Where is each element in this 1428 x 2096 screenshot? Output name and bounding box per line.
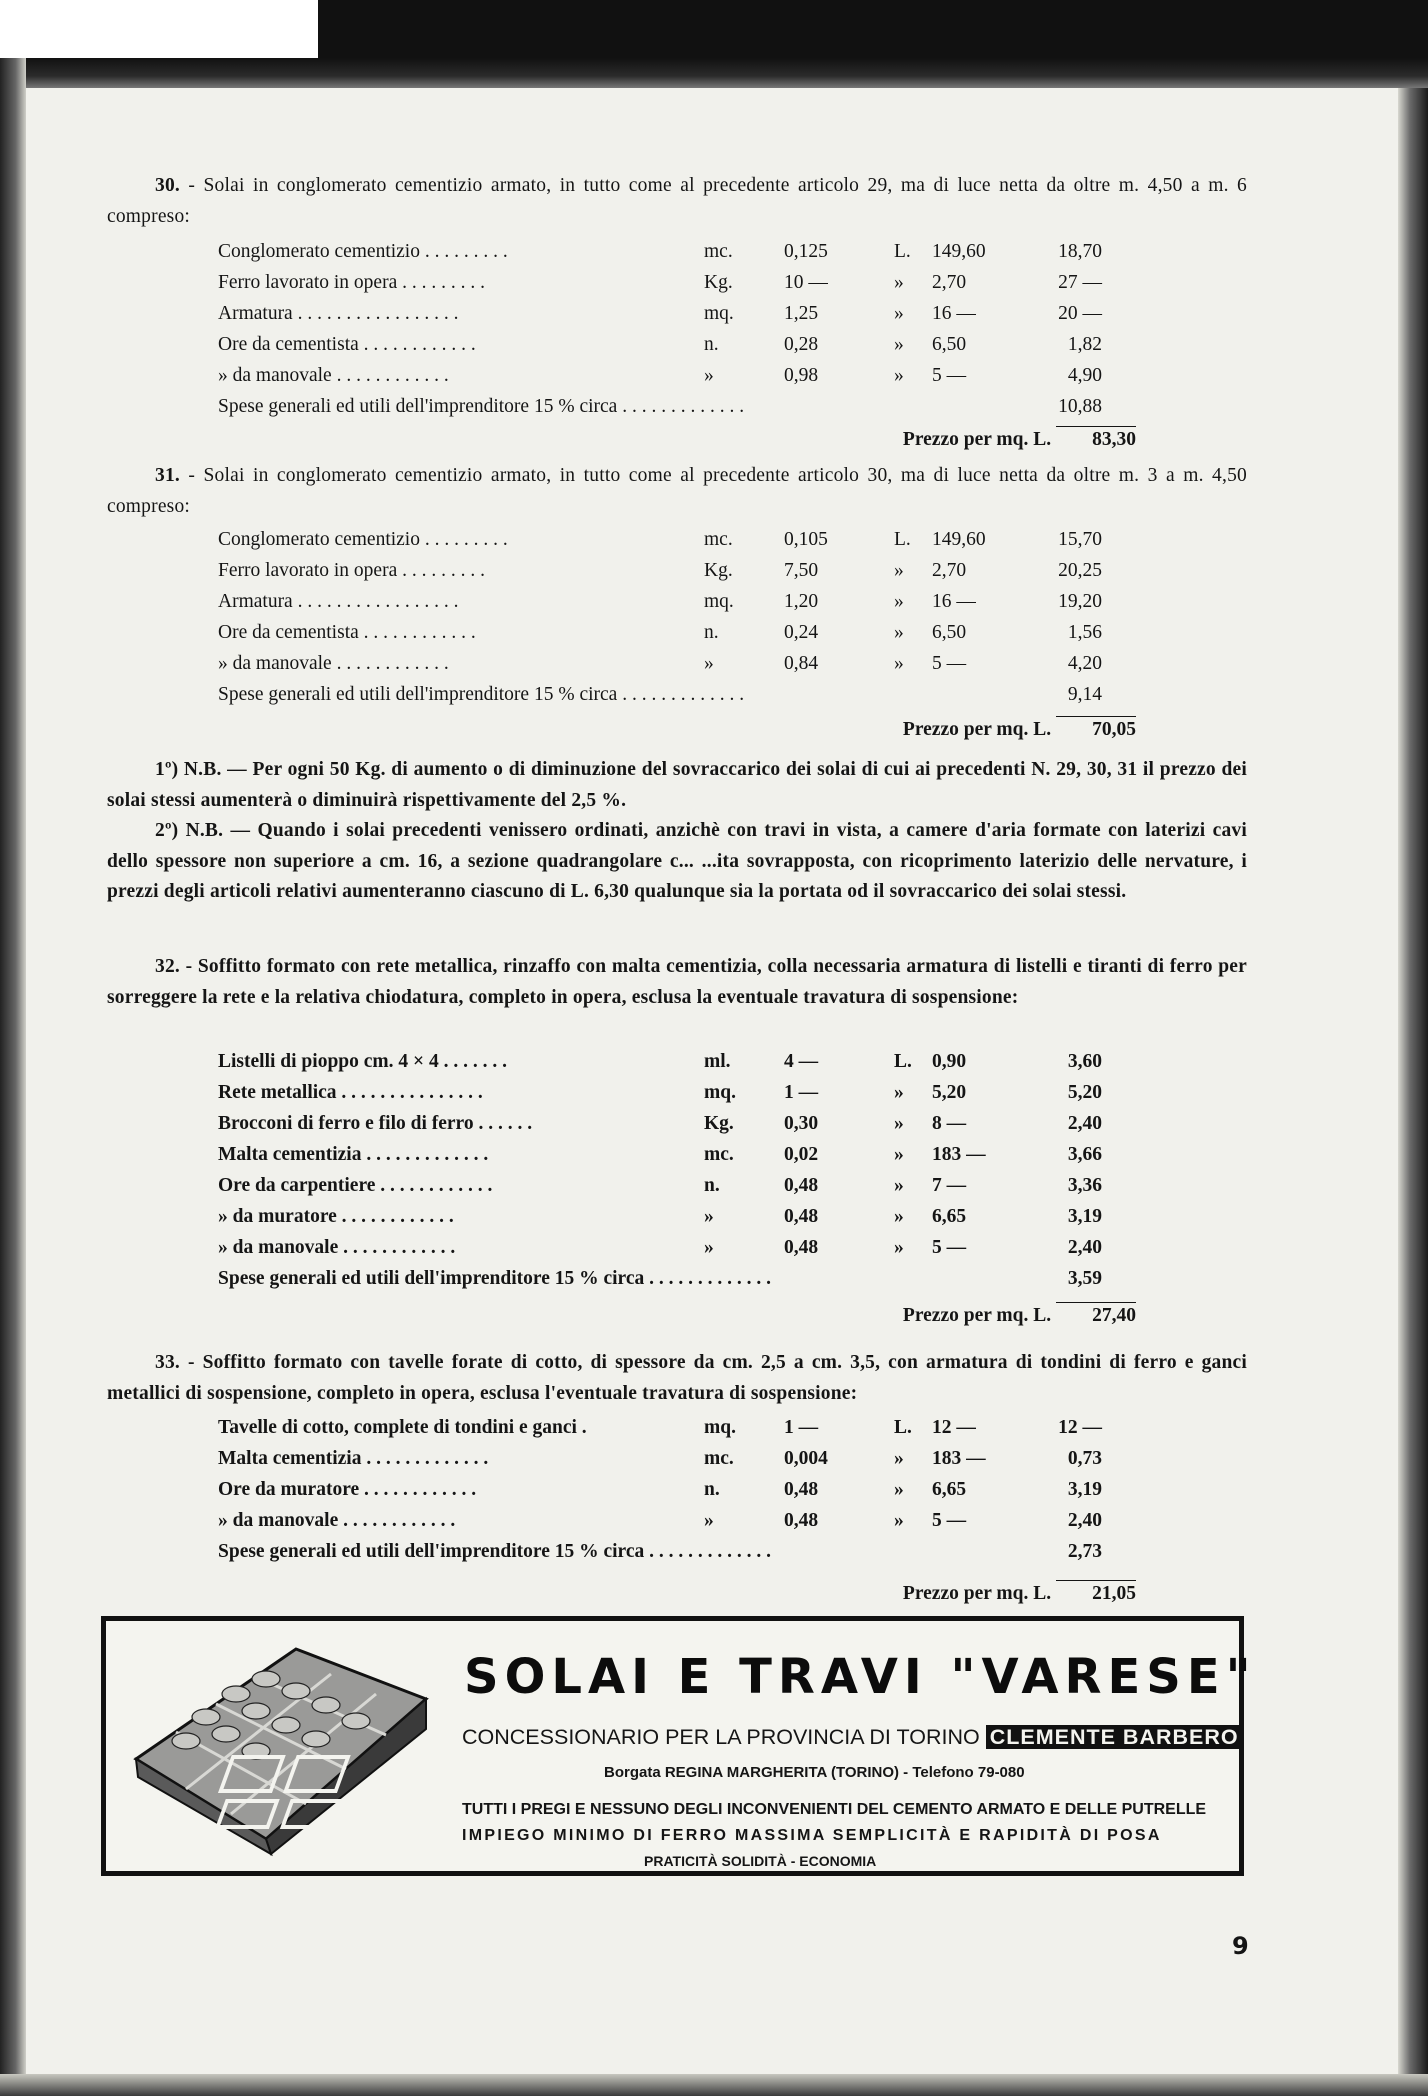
item-quantity: 1 — xyxy=(784,1081,819,1103)
item-amount: 3,36 xyxy=(1067,1174,1102,1196)
item-currency: » xyxy=(894,1236,904,1258)
item-description: Malta cementizia . . . . . . . . . . . . . xyxy=(218,1143,489,1165)
item-description: » da manovale . . . . . . . . . . . . xyxy=(218,1509,456,1531)
item-currency: » xyxy=(894,1447,904,1469)
item-quantity: 0,48 xyxy=(784,1236,819,1258)
item-currency: » xyxy=(894,1081,904,1103)
item-unit-price: 12 — xyxy=(932,1416,976,1438)
item-description: » da manovale . . . . . . . . . . . . xyxy=(218,652,449,674)
table-row-spese xyxy=(218,679,1102,710)
item-unit-price: 5 — xyxy=(932,1236,967,1258)
item-quantity: 10 — xyxy=(784,271,828,293)
item-quantity: 0,84 xyxy=(784,652,819,674)
table-row xyxy=(218,1077,1102,1108)
table-row xyxy=(218,1443,1102,1474)
spese-generali-amount: 2,73 xyxy=(1067,1540,1102,1562)
item-amount: 20 — xyxy=(1058,302,1102,324)
item-unit: » xyxy=(704,1236,714,1258)
spese-generali-amount: 9,14 xyxy=(1067,683,1102,705)
item-currency: » xyxy=(894,652,904,674)
item-currency: » xyxy=(894,364,904,386)
item-amount: 3,60 xyxy=(1067,1050,1102,1072)
spese-generali-label: Spese generali ed utili dell'imprenditore 15 % circa . . . . . . . . . . . . . xyxy=(218,683,745,705)
item-description: Ferro lavorato in opera . . . . . . . . . xyxy=(218,271,485,293)
item-unit: mc. xyxy=(704,1143,734,1165)
item-unit-price: 5 — xyxy=(932,364,967,386)
ad-slogan-3: PRATICITÀ SOLIDITÀ - ECONOMIA xyxy=(644,1853,877,1869)
item-unit: Kg. xyxy=(704,271,733,293)
item-unit-price: 149,60 xyxy=(932,528,986,550)
item-unit: » xyxy=(704,1205,714,1227)
item-quantity: 1 — xyxy=(784,1416,819,1438)
table-row xyxy=(218,267,1102,298)
item-amount: 2,40 xyxy=(1067,1236,1102,1258)
item-currency: » xyxy=(894,1205,904,1227)
item-unit-price: 183 — xyxy=(932,1143,986,1165)
item-unit-price: 6,65 xyxy=(932,1478,967,1500)
item-unit-price: 6,50 xyxy=(932,621,967,643)
item-description: Armatura . . . . . . . . . . . . . . . . . xyxy=(218,302,459,324)
item-description: » da manovale . . . . . . . . . . . . xyxy=(218,364,449,386)
item-unit-price: 6,65 xyxy=(932,1205,967,1227)
table-row xyxy=(218,617,1102,648)
item-description: Ore da cementista . . . . . . . . . . . . xyxy=(218,621,476,643)
item-quantity: 0,28 xyxy=(784,333,819,355)
item-unit: mq. xyxy=(704,590,734,612)
item-quantity: 0,48 xyxy=(784,1174,819,1196)
item-quantity: 0,48 xyxy=(784,1478,819,1500)
item-unit: » xyxy=(704,1509,714,1531)
item-amount: 4,90 xyxy=(1067,364,1102,386)
table-row xyxy=(218,555,1102,586)
item-quantity: 0,30 xyxy=(784,1112,819,1134)
item-amount: 1,82 xyxy=(1067,333,1102,355)
item-currency: L. xyxy=(894,240,911,262)
item-amount: 5,20 xyxy=(1067,1081,1102,1103)
table-row xyxy=(218,1170,1102,1201)
item-quantity: 0,02 xyxy=(784,1143,819,1165)
item-amount: 18,70 xyxy=(1058,240,1102,262)
item-unit: mc. xyxy=(704,528,733,550)
table-row-spese xyxy=(218,391,1102,422)
article-33-total: Prezzo per mq. L. 21,05 xyxy=(860,1580,1136,1605)
item-unit-price: 5,20 xyxy=(932,1081,967,1103)
item-currency: » xyxy=(894,621,904,643)
item-amount: 19,20 xyxy=(1058,590,1102,612)
item-unit: mq. xyxy=(704,1081,736,1103)
spese-generali-label: Spese generali ed utili dell'imprenditore 15 % circa . . . . . . . . . . . . . xyxy=(218,1540,772,1562)
item-description: Conglomerato cementizio . . . . . . . . . xyxy=(218,528,508,550)
item-amount: 2,40 xyxy=(1067,1509,1102,1531)
table-row xyxy=(218,360,1102,391)
item-unit-price: 16 — xyxy=(932,302,976,324)
item-currency: » xyxy=(894,1509,904,1531)
item-amount: 4,20 xyxy=(1067,652,1102,674)
item-unit-price: 149,60 xyxy=(932,240,986,262)
item-quantity: 0,48 xyxy=(784,1509,819,1531)
floor-slab-illustration-icon xyxy=(126,1639,446,1859)
item-currency: » xyxy=(894,302,904,324)
table-row xyxy=(218,586,1102,617)
item-description: Ore da cementista . . . . . . . . . . . . xyxy=(218,333,476,355)
item-description: Brocconi di ferro e filo di ferro . . . . . . xyxy=(218,1112,533,1134)
table-row xyxy=(218,1201,1102,1232)
article-32-intro: 32. - Soffitto formato con rete metallica, rinzaffo con malta cementizia, colla necessaria armatura di listelli e tiranti di ferro per sorreggere la rete e la relativa chiodatura, completo in opera, esclusa la eventuale travatura di sospensione: xyxy=(107,956,1247,1008)
item-quantity: 1,20 xyxy=(784,590,819,612)
item-amount: 1,56 xyxy=(1067,621,1102,643)
table-row xyxy=(218,1505,1102,1536)
ad-slogan-2: IMPIEGO MINIMO DI FERRO MASSIMA SEMPLICITÀ E RAPIDITÀ DI POSA xyxy=(462,1827,1162,1844)
spese-generali-label: Spese generali ed utili dell'imprenditore 15 % circa . . . . . . . . . . . . . xyxy=(218,395,745,417)
spese-generali-amount: 10,88 xyxy=(1058,395,1102,417)
item-description: Ore da carpentiere . . . . . . . . . . . . xyxy=(218,1174,493,1196)
item-unit: n. xyxy=(704,621,719,643)
item-unit-price: 2,70 xyxy=(932,271,967,293)
item-currency: » xyxy=(894,590,904,612)
article-33-intro: 33. - Soffitto formato con tavelle forate di cotto, di spessore da cm. 2,5 a cm. 3,5, con armatura di tondini di ferro e ganci metallici di sospensione, completo in opera, esclusa l'eventuale travatura di sospensione: xyxy=(107,1352,1247,1404)
item-unit-price: 7 — xyxy=(932,1174,967,1196)
item-description: Ferro lavorato in opera . . . . . . . . . xyxy=(218,559,485,581)
item-unit: » xyxy=(704,652,714,674)
item-unit: » xyxy=(704,364,714,386)
ad-address: Borgata REGINA MARGHERITA (TORINO) - Telefono 79-080 xyxy=(604,1764,1025,1781)
ad-title: SOLAI E TRAVI "VARESE" xyxy=(464,1649,1257,1705)
table-row xyxy=(218,1046,1102,1077)
item-amount: 3,19 xyxy=(1067,1205,1102,1227)
item-unit: Kg. xyxy=(704,1112,734,1134)
item-unit-price: 8 — xyxy=(932,1112,967,1134)
table-row xyxy=(218,1412,1102,1443)
item-currency: » xyxy=(894,1174,904,1196)
article-30-table xyxy=(218,236,1102,422)
item-description: Ore da muratore . . . . . . . . . . . . xyxy=(218,1478,477,1500)
item-quantity: 4 — xyxy=(784,1050,819,1072)
item-unit-price: 183 — xyxy=(932,1447,986,1469)
item-quantity: 0,98 xyxy=(784,364,819,386)
item-currency: » xyxy=(894,559,904,581)
table-row xyxy=(218,524,1102,555)
item-amount: 0,73 xyxy=(1067,1447,1102,1469)
item-unit: mc. xyxy=(704,1447,734,1469)
article-33-table xyxy=(218,1412,1102,1567)
article-30-total: Prezzo per mq. L. 83,30 xyxy=(860,426,1136,451)
advertisement-box xyxy=(101,1616,1257,1876)
table-row xyxy=(218,298,1102,329)
item-unit-price: 16 — xyxy=(932,590,976,612)
item-currency: » xyxy=(894,1478,904,1500)
item-amount: 3,66 xyxy=(1067,1143,1102,1165)
item-quantity: 0,48 xyxy=(784,1205,819,1227)
item-unit: n. xyxy=(704,1174,720,1196)
item-description: » da muratore . . . . . . . . . . . . xyxy=(218,1205,454,1227)
note-1: 1º) N.B. — Per ogni 50 Kg. di aumento o di diminuzione del sovraccarico dei solai di cui ai precedenti N. 29, 30, 31 il prezzo dei solai stessi aumenterà o diminuirà rispettivamente del 2,5 %. xyxy=(107,759,1247,811)
article-31-total: Prezzo per mq. L. 70,05 xyxy=(860,716,1136,741)
article-30-intro: 30. - Solai in conglomerato cementizio armato, in tutto come al precedente articolo 29, ma di luce netta da oltre m. 4,50 a m. 6 compreso: xyxy=(107,175,1247,227)
table-row-spese xyxy=(218,1263,1102,1294)
item-amount: 27 — xyxy=(1058,271,1102,293)
ad-concessionario: CONCESSIONARIO PER LA PROVINCIA DI TORINO CLEMENTE BARBERO xyxy=(462,1725,1243,1750)
table-row xyxy=(218,236,1102,267)
item-currency: » xyxy=(894,1143,904,1165)
item-description: Tavelle di cotto, complete di tondini e ganci . xyxy=(218,1416,587,1438)
table-row xyxy=(218,1232,1102,1263)
item-amount: 15,70 xyxy=(1058,528,1102,550)
spese-generali-amount: 3,59 xyxy=(1067,1267,1102,1289)
table-row xyxy=(218,1474,1102,1505)
item-unit-price: 5 — xyxy=(932,1509,967,1531)
ad-company-name: CLEMENTE BARBERO xyxy=(986,1725,1243,1749)
item-amount: 20,25 xyxy=(1058,559,1102,581)
article-32-table xyxy=(218,1046,1102,1294)
page-number: 9 xyxy=(1232,1932,1249,1960)
spese-generali-label: Spese generali ed utili dell'imprenditore 15 % circa . . . . . . . . . . . . . xyxy=(218,1267,772,1289)
item-description: Rete metallica . . . . . . . . . . . . . . . xyxy=(218,1081,483,1103)
item-unit-price: 2,70 xyxy=(932,559,967,581)
item-unit: Kg. xyxy=(704,559,733,581)
item-amount: 2,40 xyxy=(1067,1112,1102,1134)
article-31-intro: 31. - Solai in conglomerato cementizio armato, in tutto come al precedente articolo 30, ma di luce netta da oltre m. 3 a m. 4,50 compreso: xyxy=(107,465,1247,517)
item-quantity: 1,25 xyxy=(784,302,819,324)
item-unit-price: 5 — xyxy=(932,652,967,674)
ad-slogan-1: TUTTI I PREGI E NESSUNO DEGLI INCONVENIENTI DEL CEMENTO ARMATO E DELLE PUTRELLE xyxy=(462,1801,1207,1818)
item-quantity: 0,105 xyxy=(784,528,828,550)
table-row xyxy=(218,1108,1102,1139)
item-description: » da manovale . . . . . . . . . . . . xyxy=(218,1236,456,1258)
item-quantity: 0,004 xyxy=(784,1447,828,1469)
note-2: 2º) N.B. — Quando i solai precedenti venissero ordinati, anzichè con travi in vista, a camere d'aria formate con laterizi cavi dello spessore non superiore a cm. 16, a sezione quadrangolare c... ...ita sovrapposta, con ricoprimento laterizio delle nervature, i prezzi degli articoli relativi aumenteranno ciascuno di L. 6,30 qualunque sia la portata od il sovraccarico dei solai stessi. xyxy=(107,820,1247,902)
article-31-table xyxy=(218,524,1102,710)
item-description: Conglomerato cementizio . . . . . . . . . xyxy=(218,240,508,262)
item-description: Malta cementizia . . . . . . . . . . . . . xyxy=(218,1447,489,1469)
item-description: Listelli di pioppo cm. 4 × 4 . . . . . . . xyxy=(218,1050,508,1072)
table-row xyxy=(218,648,1102,679)
item-unit: ml. xyxy=(704,1050,731,1072)
item-quantity: 7,50 xyxy=(784,559,819,581)
item-currency: » xyxy=(894,333,904,355)
table-row xyxy=(218,329,1102,360)
item-unit: n. xyxy=(704,1478,720,1500)
item-amount: 3,19 xyxy=(1067,1478,1102,1500)
item-quantity: 0,125 xyxy=(784,240,828,262)
item-unit: mq. xyxy=(704,1416,736,1438)
item-unit-price: 0,90 xyxy=(932,1050,967,1072)
item-unit: n. xyxy=(704,333,719,355)
item-currency: L. xyxy=(894,1416,912,1438)
item-amount: 12 — xyxy=(1058,1416,1102,1438)
item-currency: » xyxy=(894,271,904,293)
item-currency: L. xyxy=(894,528,911,550)
item-unit-price: 6,50 xyxy=(932,333,967,355)
item-unit: mq. xyxy=(704,302,734,324)
item-currency: L. xyxy=(894,1050,912,1072)
item-quantity: 0,24 xyxy=(784,621,819,643)
article-32-total: Prezzo per mq. L. 27,40 xyxy=(860,1302,1136,1327)
item-currency: » xyxy=(894,1112,904,1134)
item-description: Armatura . . . . . . . . . . . . . . . . . xyxy=(218,590,459,612)
table-row xyxy=(218,1139,1102,1170)
item-unit: mc. xyxy=(704,240,733,262)
table-row-spese xyxy=(218,1536,1102,1567)
